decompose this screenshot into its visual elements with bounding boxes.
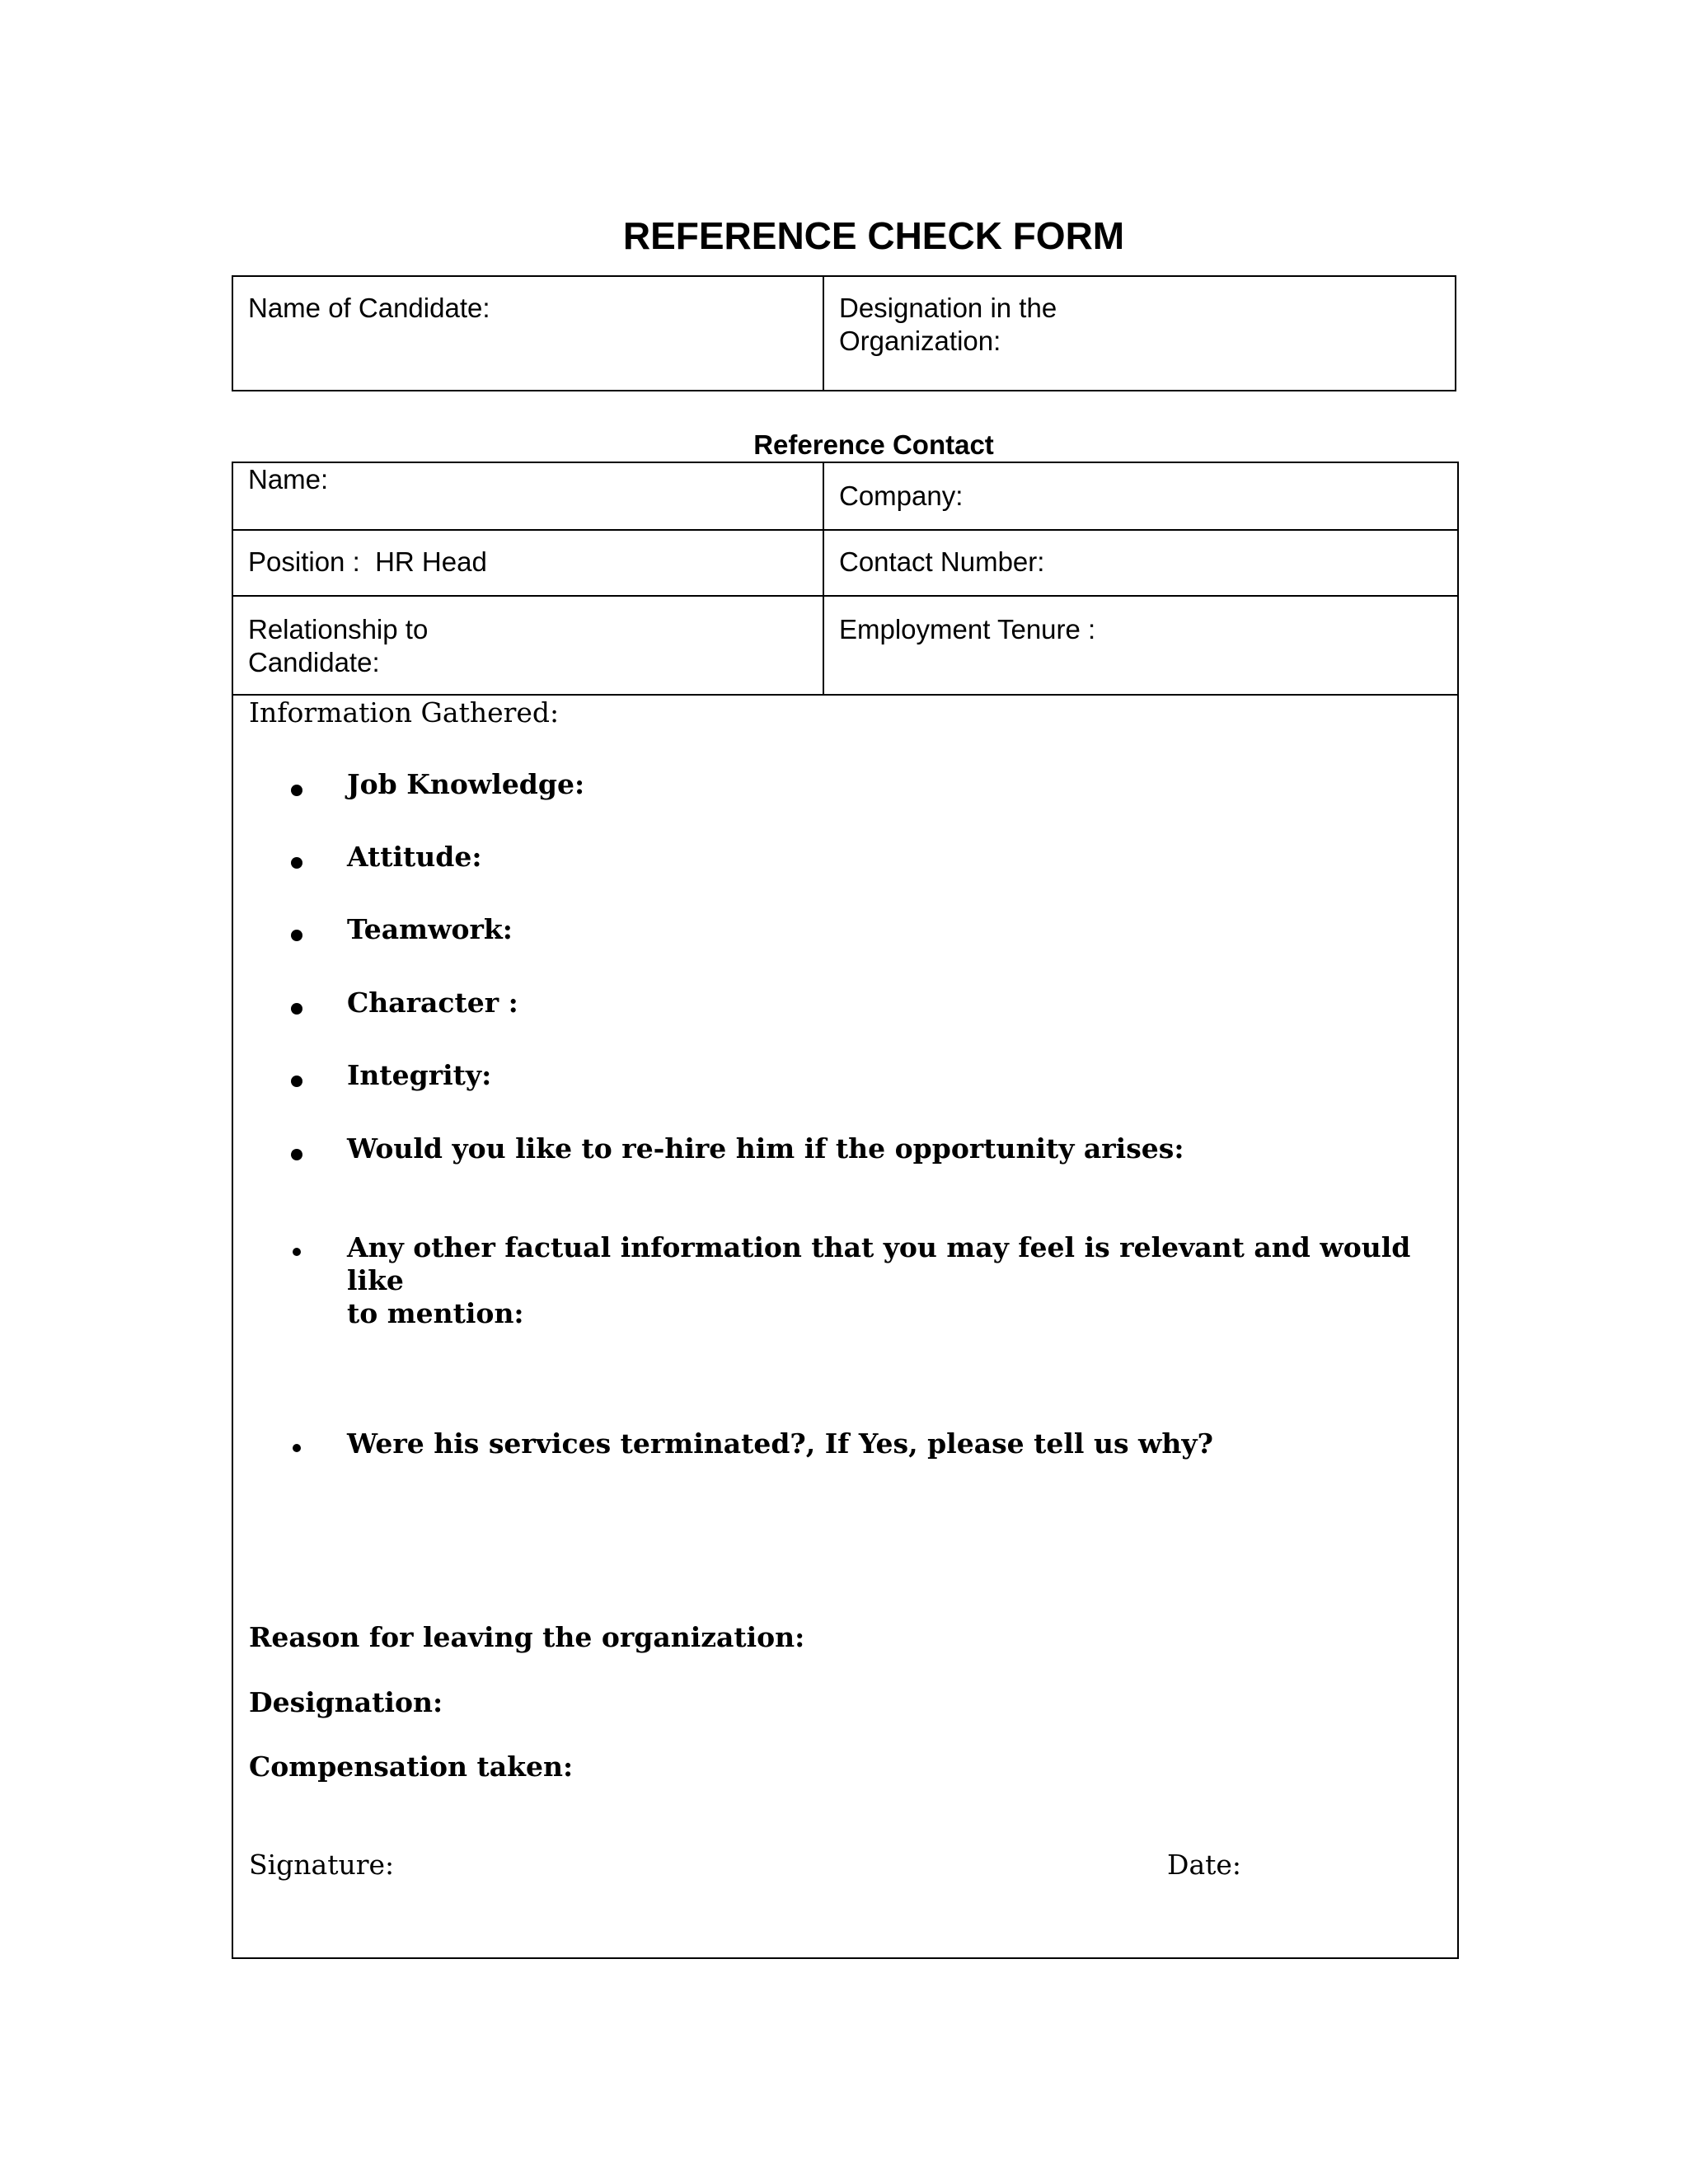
reference-name-field[interactable]: Name: — [248, 464, 329, 494]
row-divider — [233, 595, 1457, 597]
row-divider — [233, 529, 1457, 531]
reason-for-leaving-field[interactable]: Reason for leaving the organization: — [249, 1621, 805, 1653]
relationship-field[interactable]: Relationship to Candidate: — [248, 614, 429, 677]
contact-number-field[interactable]: Contact Number: — [839, 546, 1045, 577]
form-title: REFERENCE CHECK FORM — [622, 214, 1125, 257]
teamwork-item[interactable]: Teamwork: — [347, 913, 513, 945]
employment-tenure-field[interactable]: Employment Tenure : — [839, 614, 1096, 644]
compensation-field[interactable]: Compensation taken: — [249, 1750, 574, 1783]
column-divider — [823, 463, 824, 696]
reference-contact-table — [232, 462, 1459, 1959]
signature-field[interactable]: Signature: — [249, 1849, 395, 1881]
attitude-item[interactable]: Attitude: — [347, 841, 482, 873]
rehire-item[interactable]: Would you like to re-hire him if the opportunity arises: — [347, 1132, 1184, 1165]
termination-item[interactable]: Were his services terminated?, If Yes, please tell us why? — [347, 1427, 1213, 1460]
reference-contact-heading: Reference Contact — [753, 429, 994, 460]
integrity-item[interactable]: Integrity: — [347, 1059, 492, 1091]
row-divider — [233, 694, 1457, 696]
position-field[interactable]: Position : HR Head — [248, 546, 487, 577]
candidate-name-field[interactable]: Name of Candidate: — [248, 293, 490, 323]
designation-field[interactable]: Designation in the Organization: — [839, 293, 1057, 356]
column-divider — [823, 277, 824, 390]
candidate-table — [232, 275, 1456, 391]
date-field[interactable]: Date: — [1167, 1849, 1242, 1881]
information-gathered-heading: Information Gathered: — [249, 696, 560, 729]
other-information-item[interactable]: Any other factual information that you may feel is relevant and would like to mention: — [347, 1231, 1411, 1329]
leaving-designation-field[interactable]: Designation: — [249, 1686, 443, 1718]
company-field[interactable]: Company: — [839, 480, 964, 511]
character-item[interactable]: Character : — [347, 987, 518, 1019]
job-knowledge-item[interactable]: Job Knowledge: — [347, 768, 585, 800]
